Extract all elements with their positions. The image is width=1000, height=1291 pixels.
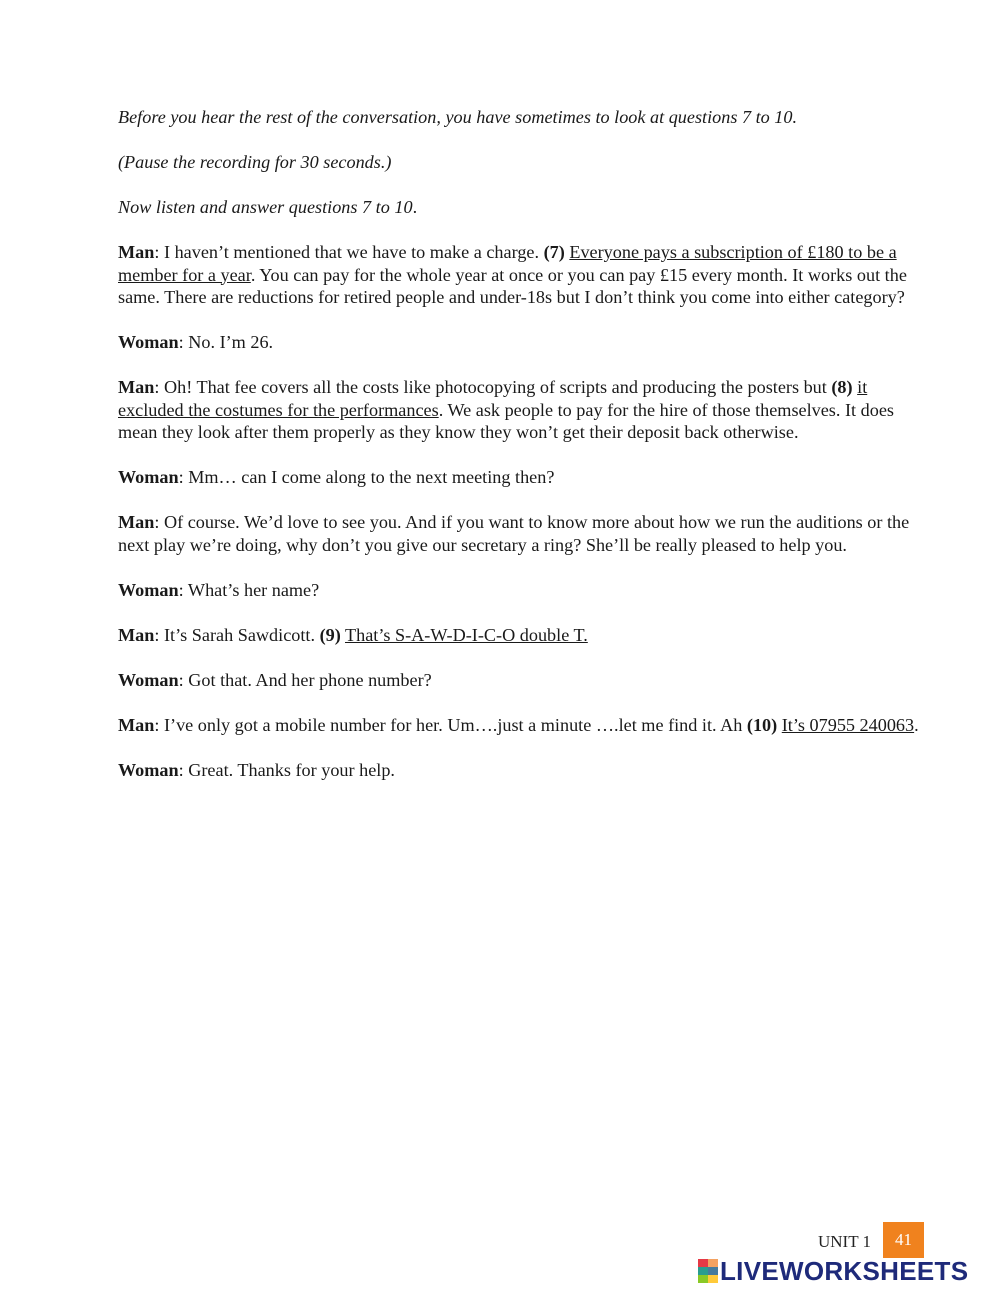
dialogue-text: : No. I’m 26. [178, 332, 274, 352]
speaker-name: Man [118, 714, 155, 735]
speaker-name: Woman [118, 759, 179, 780]
speaker-name: Woman [118, 467, 179, 487]
dialogue-line [118, 759, 924, 782]
dialogue-line [118, 579, 924, 602]
dialogue-text: : Oh! That fee covers all the costs like photocopying of scripts and producing the posters but [154, 377, 832, 397]
speaker-name: Man [118, 512, 155, 532]
dialogue-text: : It’s Sarah Sawdicott. [154, 624, 320, 645]
dialogue-line [118, 511, 924, 556]
dialogue-text: : Great. Thanks for your help. [178, 759, 395, 780]
dialogue-text: . We ask people to pay for the hire of those themselves. It does mean they look after them properly as they know they won’t get their deposit back otherwise. [118, 399, 894, 442]
answer-text: It’s 07955 240063 [781, 714, 915, 735]
dialogue-text: . [914, 714, 919, 735]
liveworksheets-logo [698, 1257, 968, 1285]
intro-instruction: Before you hear the rest of the conversation, you have sometimes to look at questions 7 to 10. [118, 107, 798, 127]
brand-name: LIVEWORKSHEETS [720, 1255, 969, 1286]
answer-text: That’s S-A-W-D-I-C-O double T. [345, 624, 588, 645]
page-number: 41 [883, 1222, 924, 1258]
dialogue-text: : I’ve only got a mobile number for her. Um….just a minute ….let me find it. Ah [154, 714, 747, 735]
speaker-name: Woman [118, 332, 179, 352]
pause-instruction: (Pause the recording for 30 seconds.) [118, 152, 392, 172]
listen-period: . [412, 197, 418, 217]
dialogue-line [118, 624, 924, 647]
question-number: (8) [831, 377, 853, 397]
transcript [118, 106, 924, 804]
listen-instruction [118, 196, 924, 219]
dialogue-line [118, 669, 924, 692]
question-number: (7) [543, 242, 565, 262]
dialogue-text: : Got that. And her phone number? [178, 669, 432, 690]
listen-text: Now listen and answer questions 7 to 10 [118, 197, 413, 217]
dialogue-text: : Of course. We’d love to see you. And if you want to know more about how we run the auditions or the next play we’re doing, why don’t you give our secretary a ring? She’ll be really pleased to help you. [118, 512, 910, 555]
speaker-name: Man [118, 377, 155, 397]
dialogue-line [118, 466, 924, 489]
answer-text: it excluded the costumes for the performances [118, 377, 868, 420]
dialogue-line [118, 241, 924, 309]
speaker-name: Man [118, 242, 155, 262]
liveworksheets-icon [698, 1259, 718, 1283]
dialogue-text: : What’s her name? [178, 579, 320, 600]
dialogue-text: : I haven’t mentioned that we have to make a charge. [154, 242, 544, 262]
dialogue-line [118, 714, 924, 737]
question-number: (10) [746, 714, 778, 735]
speaker-name: Man [118, 624, 155, 645]
answer-text: Everyone pays a subscription of £180 to be a member for a year [118, 242, 897, 285]
question-number: (9) [319, 624, 341, 645]
unit-label: UNIT 1 [818, 1232, 872, 1251]
dialogue-line [118, 331, 924, 354]
speaker-name: Woman [118, 579, 179, 600]
dialogue-line [118, 376, 924, 444]
dialogue-text: : Mm… can I come along to the next meeting then? [178, 467, 555, 487]
speaker-name: Woman [118, 669, 179, 690]
dialogue-text: . You can pay for the whole year at once or you can pay £15 every month. It works out the same. There are reductions for retired people and under-18s but I don’t think you come into either category? [118, 264, 907, 307]
